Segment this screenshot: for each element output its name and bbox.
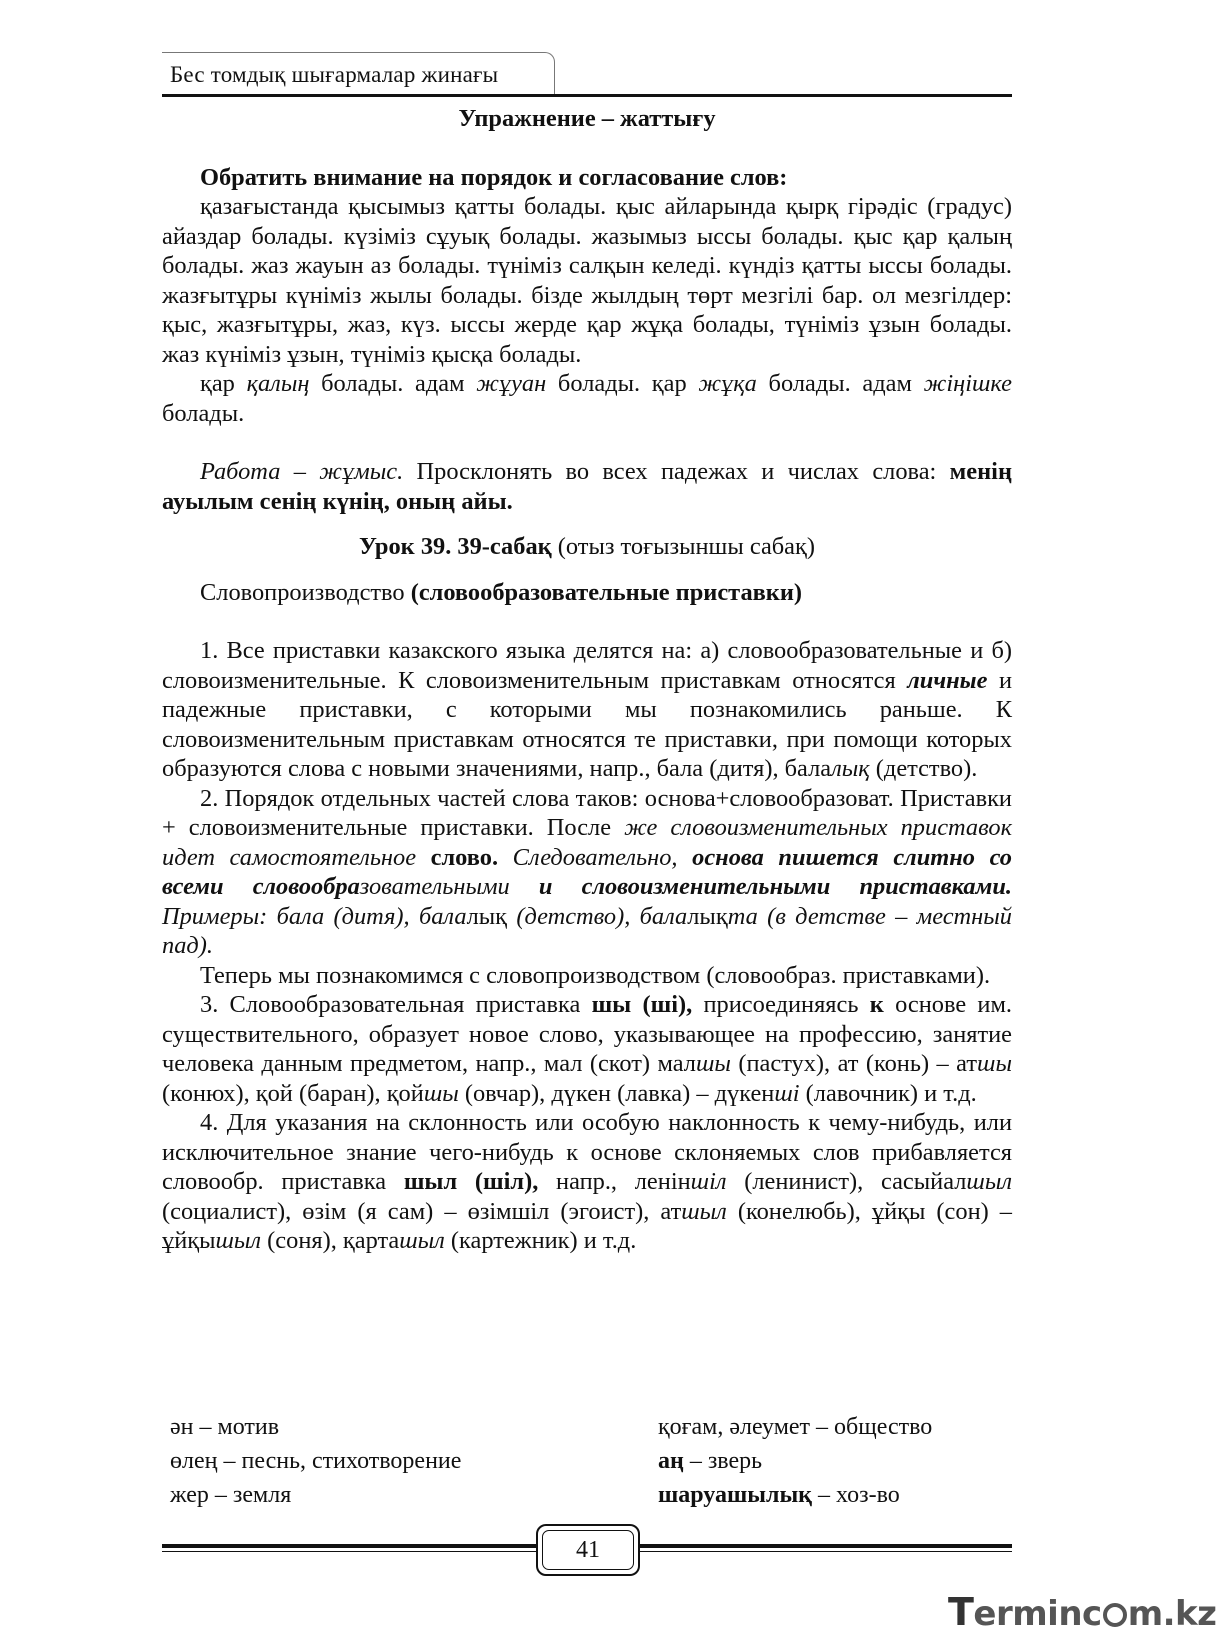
vocab-translation: – земля [208,1482,292,1508]
work-paragraph [162,457,1012,516]
italic-suffix: шыл [399,1227,445,1254]
italic-suffix: шыл [681,1197,727,1225]
vocab-translation: – хоз-во [812,1482,900,1508]
spacer [162,134,1012,163]
text-run: болады. адам [309,370,477,397]
text-run: болады. адам [756,370,924,397]
bold-suffix: шы (ші), [591,991,693,1018]
watermark-text-end: m.kz [1127,1594,1216,1634]
text-run: основе им. существительного, образует новое слово, указывающее на профессию, занятие человека данным предметом, напр., мал (скот) мал [162,991,1012,1077]
text-run: (лавочник) и т.д. [799,1079,977,1107]
vocabulary-column-left [170,1410,461,1512]
text-run: Просклонять во всех падежах и числах слова: [403,458,950,485]
bold-italic-run: и словоизменительными приставками. [538,873,1012,900]
text-run: (социалист), өзім (я сам) – өзімшіл (эгоист), ат [162,1197,682,1225]
exercise-instruction: Обратить внимание на порядок и согласование слов: [200,163,788,191]
vocab-word: қоғам, әлеумет [658,1414,811,1440]
lesson-topic [162,578,1012,608]
bold-word: к [869,991,884,1018]
italic-word: жұқа [698,370,757,397]
paragraph-5 [162,1108,1012,1256]
vocab-entry [658,1478,932,1512]
text-run: (ленинист), сасыйал [726,1168,967,1195]
text-run: 1. Все приставки казакского языка делятся на: а) словообразовательные и б) словоизменительные. К словоизменительным приставкам относятся [162,637,1012,694]
paragraph-4 [162,990,1012,1108]
italic-run: же словоизменительных приставок идет самостоятельное [162,814,1012,871]
page-footer [162,1520,1012,1578]
lesson-number: Урок 39. 39-сабақ [359,533,552,560]
header-rule [162,94,1012,97]
italic-word: жұуан [476,370,547,397]
vocab-word: ән [170,1414,194,1440]
vocab-entry [170,1410,461,1444]
vocab-translation: – общество [810,1414,933,1440]
italic-run: Следовательно, [498,843,693,871]
text-run: (конелюбь), ұйқы (сон) – ұйқы [162,1197,1012,1254]
vocab-word: аң [658,1448,684,1474]
text-run: 2. Порядок отдельных частей слова таков: основа+словообразоват. Приставки + словоизменительные приставки. После [162,784,1012,841]
italic-suffix: шіл [690,1168,727,1195]
lesson-title [162,532,1012,562]
text-run: (соня), қарта [261,1227,400,1254]
text-run: лық [466,902,507,930]
book-title: Бес томдық шығармалар жинағы [170,62,499,87]
topic-text: Словопроизводство [200,578,411,606]
text-run: қар [200,370,247,397]
vocab-translation: – песнь, стихотворение [217,1448,462,1474]
circle-o-icon [1103,1603,1127,1627]
italic-suffix: шы [423,1079,459,1107]
text-run: (детство). [869,755,978,782]
italic-suffix: шы [695,1050,731,1077]
text-run: болады. қар [546,370,699,397]
exercise-title: Упражнение – жаттығу [458,105,716,132]
bold-suffix: шыл (шіл), [403,1168,539,1195]
vocab-word: жер [170,1482,209,1508]
paragraph-3: Теперь мы познакомимся с словопроизводством (словообраз. приставками). [200,961,991,989]
italic-suffix: лық [831,755,870,782]
bold-italic-word: личные [907,666,988,694]
spacer [162,607,1012,636]
paragraph-2 [162,784,1012,961]
exercise-paragraph: қазағыстанда қысымыз қатты болады. қыс айларында қырқ гірәдіс (градус) айаздар болады. күзіміз сұуық болады. жазымыз ыссы болады. қыс қар қалың болады. жаз жауын аз болады. түніміз салқын келеді. күндіз қатты ыссы болады. жазғытұры күніміз жылы болады. бізде жылдың төрт мезгілі бар. ол мезгілдер: қыс, жазғытұры, жаз, күз. ыссы жерде қар жұқа болады, түніміз ұзын болады. жаз күніміз ұзын, түніміз қысқа болады. [162,193,1012,368]
bold-italic-run: основа пишется слитно со всеми словообра [162,843,1012,900]
text-run: (конюх), қой (баран), қой [162,1079,424,1107]
text-run: 4. Для указания на склонность или особую наклонность к чему-нибудь, или исключительное знание чего-нибудь к основе склоняемых слов прибавляется словообр. приставка [162,1109,1012,1195]
spacer [162,562,1012,578]
italic-word: жіңішке [923,370,1013,397]
page-content [162,104,1012,1256]
text-run: (пастух), ат (конь) – ат [730,1050,978,1077]
vocab-entry [658,1410,932,1444]
vocab-entry [170,1444,461,1478]
bold-phrase: менің ауылым сенің күнің, оның айы. [162,458,1012,515]
italic-run: Примеры: бала (дитя), бала [162,902,467,930]
text-run: болады. [162,399,245,427]
spacer [162,516,1012,532]
vocab-word: өлең [170,1448,218,1474]
italic-suffix: шыл [966,1168,1012,1195]
exercise-paragraph-adjectives [162,369,1012,428]
paragraph-1 [162,636,1012,784]
text-run: (картежник) и т.д. [444,1227,637,1254]
running-header [162,52,1012,97]
vocab-entry [658,1444,932,1478]
italic-run: та (в детстве – местный пад). [162,902,1012,959]
italic-suffix: шы [977,1050,1012,1077]
spacer [162,428,1012,457]
bold-word: слово. [430,843,499,871]
watermark-text-start: erminc [973,1594,1102,1634]
vocab-entry [170,1478,461,1512]
italic-run: зовательными [359,873,539,900]
vocab-word: шаруашылық [658,1482,813,1508]
page-number: 41 [576,1537,600,1563]
vocab-translation: – мотив [193,1414,280,1440]
vocabulary-column-right [658,1410,932,1512]
italic-run: (детство), бала [506,902,688,930]
page-number-frame [536,1524,640,1576]
lesson-subtitle: (отыз тоғызыншы сабақ) [551,533,815,560]
text-run: (овчар), дүкен (лавка) – дүкен [458,1079,775,1107]
vocab-translation: – зверь [683,1448,763,1474]
text-run: напр., ленін [538,1168,691,1195]
text-run: лық [687,902,728,930]
termincom-watermark [948,1590,1216,1634]
italic-suffix: ші [774,1079,800,1107]
italic-suffix: шыл [215,1227,262,1254]
watermark-initial: T [948,1590,974,1634]
text-run: и падежные приставки, с которыми мы познакомились раньше. К словоизменительным приставкам относятся те приставки, при помощи которых образуются слова с новыми значениями, напр., бала (дитя), бала [162,666,1013,782]
italic-word: қалың [246,370,310,397]
text-run: присоединяясь [692,991,870,1018]
work-label: Работа – жұмыс. [200,458,404,485]
text-run: 3. Словообразовательная приставка [200,991,592,1018]
topic-bold: (словообразовательные приставки) [410,578,803,606]
